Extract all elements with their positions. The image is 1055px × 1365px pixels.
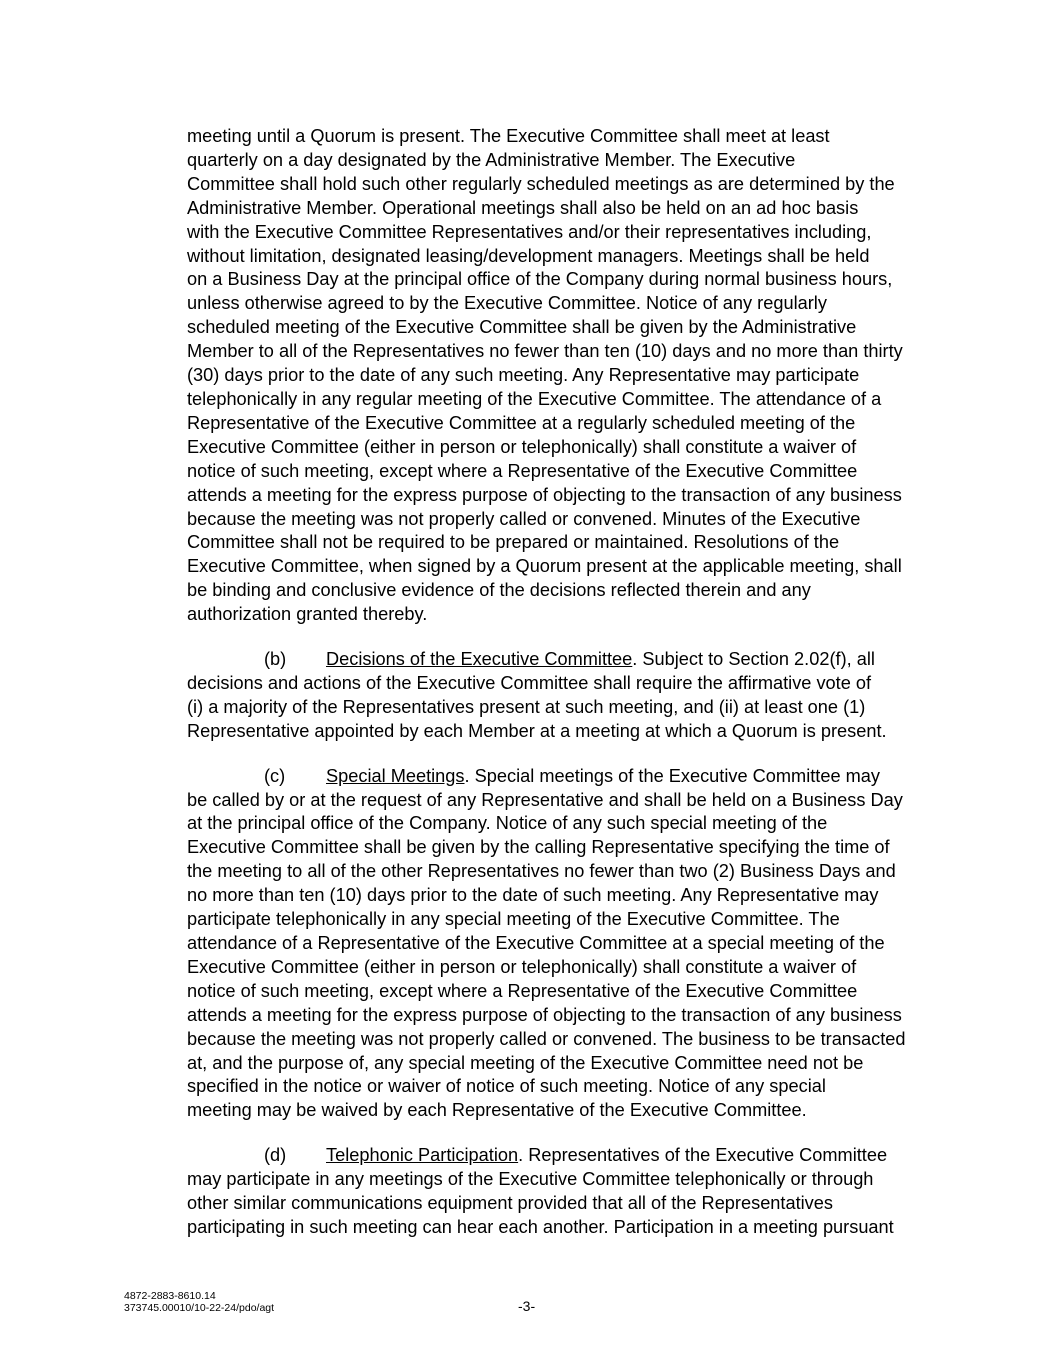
text-line: attends a meeting for the express purpose of objecting to the transaction of any business [187, 484, 902, 505]
text-line: Committee shall not be required to be prepared or maintained. Resolutions of the [187, 532, 840, 553]
section-d-first-line-text: . Representatives of the Executive Committee [518, 1145, 888, 1166]
text-line: decisions and actions of the Executive Committee shall require the affirmative vote of [187, 672, 872, 693]
text-line: Member to all of the Representatives no fewer than ten (10) days and no more than thirty [187, 341, 903, 362]
text-line: may participate in any meetings of the Executive Committee telephonically or through [187, 1169, 874, 1190]
text-line: scheduled meeting of the Executive Committee shall be given by the Administrative [187, 317, 857, 338]
text-line: quarterly on a day designated by the Administrative Member. The Executive [187, 149, 796, 170]
text-line: unless otherwise agreed to by the Executive Committee. Notice of any regularly [187, 293, 827, 314]
text-line: Administrative Member. Operational meetings shall also be held on an ad hoc basis [187, 197, 859, 218]
text-line: because the meeting was not properly called or convened. The business to be transacted [187, 1028, 906, 1049]
text-line: authorization granted thereby. [187, 604, 428, 625]
text-line: specified in the notice or waiver of notice of such meeting. Notice of any special [187, 1076, 826, 1097]
section-b [187, 648, 929, 744]
section-c-heading: Special Meetings [326, 765, 465, 786]
text-line: other similar communications equipment provided that all of the Representatives [187, 1193, 833, 1214]
section-b-first-line-text: . Subject to Section 2.02(f), all [632, 649, 875, 670]
text-line: no more than ten (10) days prior to the date of such meeting. Any Representative may [187, 885, 879, 906]
text-line: be binding and conclusive evidence of the decisions reflected therein and any [187, 580, 811, 601]
text-line: on a Business Day at the principal office of the Company during normal business hours, [187, 269, 893, 290]
text-line: notice of such meeting, except where a Representative of the Executive Committee [187, 980, 858, 1001]
footer-document-id [124, 1290, 274, 1314]
text-line: participating in such meeting can hear each another. Participation in a meeting pursuant [187, 1216, 894, 1237]
text-line: Executive Committee (either in person or telephonically) shall constitute a waiver of [187, 956, 857, 977]
section-b-first-line [187, 648, 929, 672]
footer-matter-id: 373745.00010/10-22-24/pdo/agt [124, 1302, 275, 1314]
text-line: the meeting to all of the other Representatives no fewer than two (2) Business Days and [187, 861, 896, 882]
text-line: Committee shall hold such other regularly scheduled meetings as are determined by the [187, 173, 895, 194]
section-d-heading: Telephonic Participation [326, 1145, 519, 1166]
text-line: notice of such meeting, except where a Representative of the Executive Committee [187, 460, 858, 481]
text-line: meeting may be waived by each Representative of the Executive Committee. [187, 1100, 807, 1121]
section-d-first-line [187, 1144, 929, 1168]
text-line: (30) days prior to the date of any such meeting. Any Representative may participate [187, 365, 860, 386]
text-line: at the principal office of the Company. Notice of any such special meeting of the [187, 813, 828, 834]
text-line: meeting until a Quorum is present. The Executive Committee shall meet at least [187, 126, 830, 146]
section-d [187, 1144, 929, 1240]
text-line: attends a meeting for the express purpose of objecting to the transaction of any business [187, 1004, 902, 1025]
section-c-first-line-text: . Special meetings of the Executive Committee may [464, 765, 880, 786]
text-line: with the Executive Committee Representatives and/or their representatives including, [187, 221, 872, 242]
text-line: attendance of a Representative of the Executive Committee at a special meeting of the [187, 933, 885, 953]
text-line: be called by or at the request of any Representative and shall be held on a Business Day [187, 789, 903, 810]
section-b-heading: Decisions of the Executive Committee [326, 649, 633, 670]
text-line: Executive Committee (either in person or telephonically) shall constitute a waiver of [187, 436, 857, 457]
section-c-label: (c) [264, 765, 286, 786]
text-line: Representative appointed by each Member at a meeting at which a Quorum is present. [187, 720, 887, 741]
text-line: Executive Committee shall be given by the calling Representative specifying the time of [187, 837, 890, 858]
footer-doc-id: 4872-2883-8610.14 [124, 1290, 216, 1302]
section-c [187, 765, 929, 1124]
text-line: telephonically in any regular meeting of the Executive Committee. The attendance of a [187, 388, 882, 409]
text-line: (i) a majority of the Representatives present at such meeting, and (ii) at least one (1) [187, 696, 866, 717]
text-line: at, and the purpose of, any special meeting of the Executive Committee need not be [187, 1052, 864, 1073]
text-line: Representative of the Executive Committee at a regularly scheduled meeting of the [187, 412, 856, 433]
text-line: because the meeting was not properly called or convened. Minutes of the Executive [187, 508, 861, 529]
text-line: participate telephonically in any special meeting of the Executive Committee. The [187, 909, 840, 930]
section-d-label: (d) [264, 1145, 287, 1166]
section-b-label: (b) [264, 649, 287, 670]
text-line: Executive Committee, when signed by a Quorum present at the applicable meeting, shall [187, 556, 902, 577]
page-number: -3- [518, 1298, 536, 1314]
text-line: without limitation, designated leasing/development managers. Meetings shall be held [187, 245, 870, 266]
body-text [187, 125, 929, 1261]
paragraph-continued [187, 125, 929, 627]
section-c-first-line [187, 765, 929, 789]
